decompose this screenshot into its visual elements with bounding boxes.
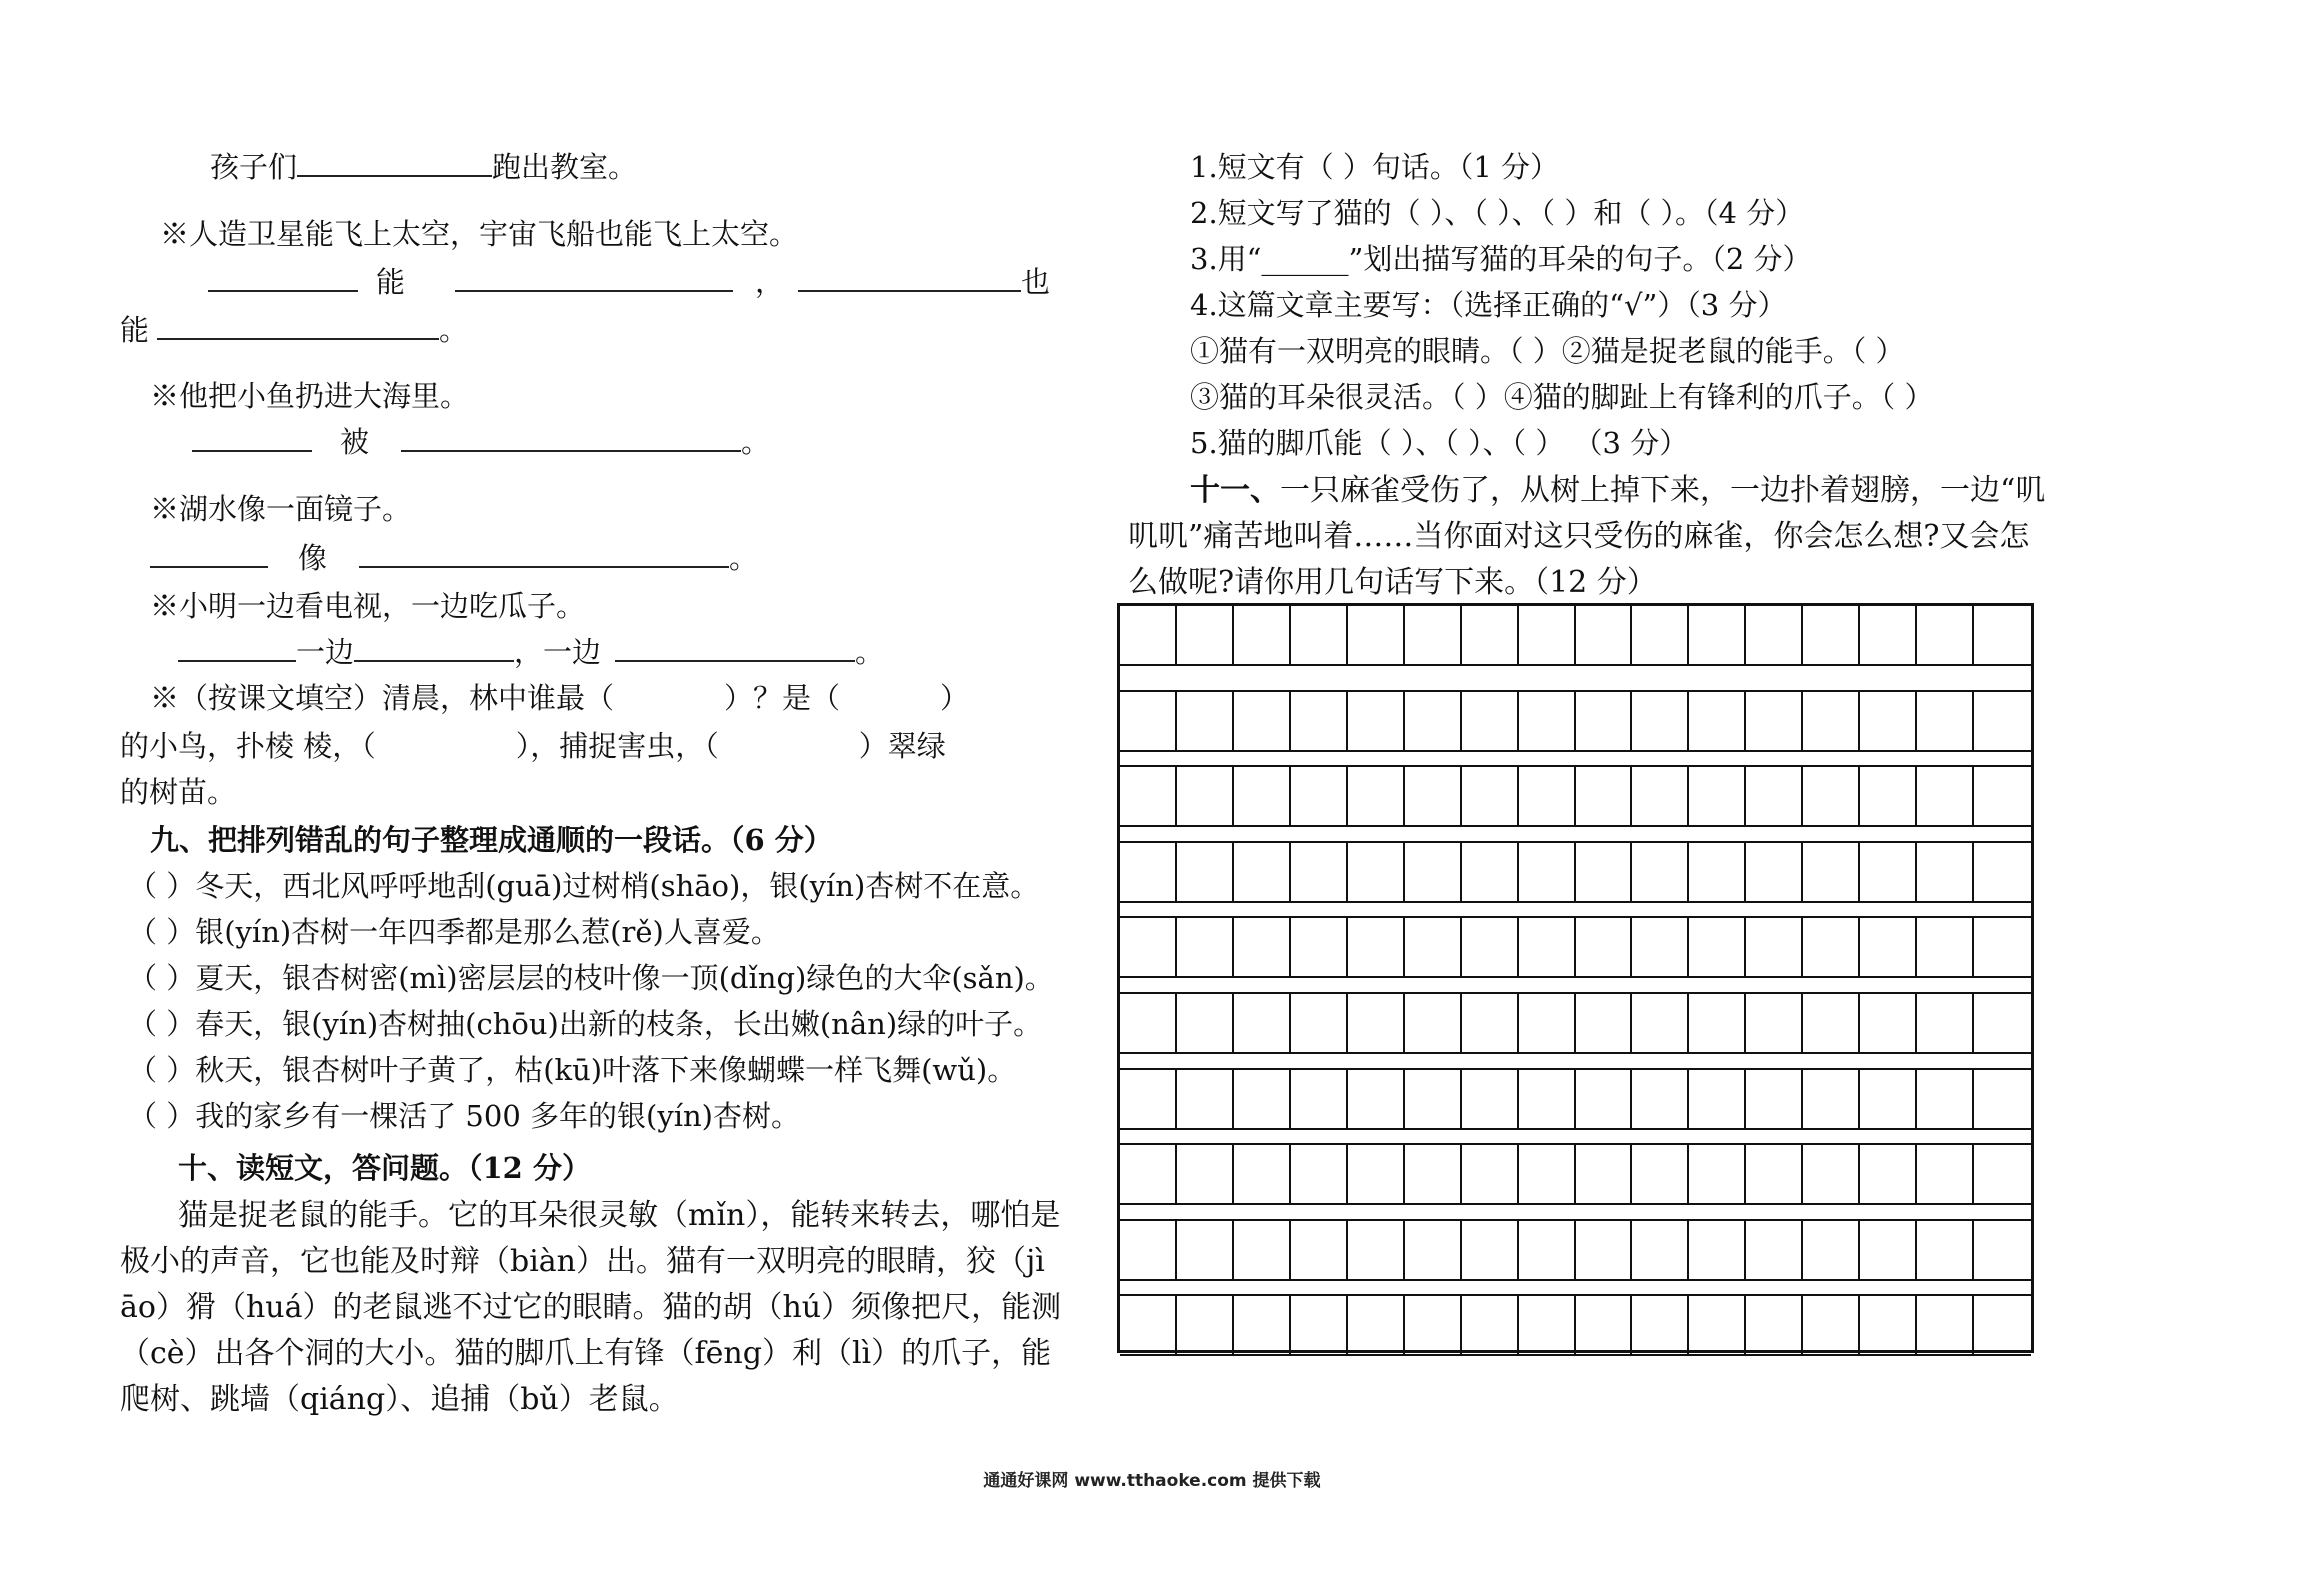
grid-cell[interactable]	[1803, 843, 1860, 901]
line-4	[120, 308, 468, 352]
grid-cell[interactable]	[1632, 692, 1689, 750]
grid-cell[interactable]	[1803, 1221, 1860, 1279]
grid-cell[interactable]	[1177, 1070, 1234, 1128]
grid-cell[interactable]	[1405, 994, 1462, 1052]
grid-cell[interactable]	[1348, 767, 1405, 825]
answer-blank[interactable]	[455, 260, 733, 292]
grid-cell[interactable]	[1803, 918, 1860, 976]
writing-grid[interactable]	[1117, 603, 2034, 1353]
text: 。	[741, 425, 771, 459]
line-9: ※小明一边看电视，一边吃瓜子。	[150, 589, 586, 623]
grid-cell[interactable]	[1405, 843, 1462, 901]
grid-cell[interactable]	[1689, 1145, 1746, 1203]
grid-cell[interactable]	[1177, 843, 1234, 901]
grid-cell[interactable]	[1576, 1145, 1633, 1203]
passage-line-5: 爬树、跳墙（qiáng）、追捕（bǔ）老鼠。	[120, 1382, 679, 1417]
grid-cell[interactable]	[1234, 1296, 1291, 1354]
passage-line-3: āo）猾（huá）的老鼠逃不过它的眼睛。猫的胡（hú）须像把尺，能测	[120, 1290, 1062, 1325]
grid-cell[interactable]	[1120, 692, 1177, 750]
text: 也	[1021, 265, 1051, 299]
text: 能	[120, 313, 150, 347]
line-5: ※他把小鱼扔进大海里。	[150, 379, 470, 413]
grid-cell[interactable]	[1632, 1070, 1689, 1128]
grid-cell[interactable]	[1974, 1296, 2031, 1354]
grid-cell[interactable]	[1917, 767, 1974, 825]
grid-cell[interactable]	[1689, 1221, 1746, 1279]
grid-cell[interactable]	[1746, 692, 1803, 750]
text: 。	[729, 541, 759, 575]
text: ）翠绿	[858, 729, 946, 763]
grid-row	[1120, 1219, 2031, 1281]
answer-blank[interactable]	[178, 630, 296, 662]
grid-cell[interactable]	[1120, 1296, 1177, 1354]
grid-cell[interactable]	[1234, 1221, 1291, 1279]
text: 跑出教室。	[492, 150, 638, 184]
grid-cell[interactable]	[1860, 692, 1917, 750]
grid-cell[interactable]	[1689, 843, 1746, 901]
line-11	[150, 676, 969, 720]
text: ）？是（	[724, 681, 841, 715]
grid-cell[interactable]	[1291, 606, 1348, 664]
grid-cell[interactable]	[1689, 692, 1746, 750]
text: 。	[439, 313, 469, 347]
grid-cell[interactable]	[1632, 843, 1689, 901]
question-4-options-a: ①猫有一双明亮的眼睛。（ ）②猫是捉老鼠的能手。（ ）	[1190, 334, 1905, 368]
grid-cell[interactable]	[1519, 767, 1576, 825]
question-5: 5.猫的脚爪能（ ）、（ ）、（ ） （3 分）	[1190, 426, 1689, 460]
grid-cell[interactable]	[1632, 767, 1689, 825]
grid-cell[interactable]	[1234, 918, 1291, 976]
grid-cell[interactable]	[1803, 606, 1860, 664]
grid-cell[interactable]	[1860, 994, 1917, 1052]
s9-item-2: （ ）银(yín)杏树一年四季都是那么惹(rě)人喜爱。	[128, 915, 780, 949]
section-11-line-3: 么做呢?请你用几句话写下来。（12 分）	[1128, 565, 1657, 600]
question-4-options-b: ③猫的耳朵很灵活。（ ）④猫的脚趾上有锋利的爪子。（ ）	[1190, 380, 1934, 414]
grid-cell[interactable]	[1348, 1070, 1405, 1128]
grid-cell[interactable]	[1917, 692, 1974, 750]
line-13: 的树苗。	[120, 775, 237, 809]
text: ，	[755, 265, 785, 299]
grid-cell[interactable]	[1462, 1070, 1519, 1128]
grid-row	[1120, 765, 2031, 827]
grid-cell[interactable]	[1120, 1070, 1177, 1128]
grid-cell[interactable]	[1974, 994, 2031, 1052]
grid-cell[interactable]	[1519, 843, 1576, 901]
section-11-line-1	[1190, 469, 2045, 513]
grid-cell[interactable]	[1177, 692, 1234, 750]
text: ），捕捉害虫，（	[515, 729, 719, 763]
grid-cell[interactable]	[1177, 606, 1234, 664]
grid-cell[interactable]	[1689, 1296, 1746, 1354]
grid-cell[interactable]	[1632, 606, 1689, 664]
line-8	[150, 536, 758, 580]
line-1	[210, 145, 637, 189]
grid-cell[interactable]	[1348, 1221, 1405, 1279]
grid-cell[interactable]	[1348, 692, 1405, 750]
grid-cell[interactable]	[1462, 606, 1519, 664]
grid-cell[interactable]	[1860, 1296, 1917, 1354]
grid-cell[interactable]	[1348, 1145, 1405, 1203]
question-1: 1.短文有（ ）句话。（1 分）	[1190, 150, 1560, 184]
grid-cell[interactable]	[1576, 994, 1633, 1052]
grid-cell[interactable]	[1576, 918, 1633, 976]
grid-cell[interactable]	[1632, 1296, 1689, 1354]
grid-cell[interactable]	[1917, 1070, 1974, 1128]
line-10	[178, 630, 884, 674]
section-11-line-2: 叽叽”痛苦地叫着……当你面对这只受伤的麻雀，你会怎么想?又会怎	[1128, 519, 2030, 554]
grid-cell[interactable]	[1120, 843, 1177, 901]
grid-cell[interactable]	[1974, 767, 2031, 825]
grid-cell[interactable]	[1519, 918, 1576, 976]
question-3: 3.用“______”划出描写猫的耳朵的句子。（2 分）	[1190, 242, 1812, 276]
grid-cell[interactable]	[1120, 1145, 1177, 1203]
text: 孩子们	[210, 150, 298, 184]
grid-cell[interactable]	[1519, 1221, 1576, 1279]
grid-cell[interactable]	[1917, 606, 1974, 664]
grid-row	[1120, 1294, 2031, 1356]
text: 像	[298, 541, 328, 575]
grid-cell[interactable]	[1177, 767, 1234, 825]
line-7: ※湖水像一面镜子。	[150, 492, 412, 526]
text: 能	[376, 265, 406, 299]
grid-cell[interactable]	[1689, 994, 1746, 1052]
grid-row	[1120, 690, 2031, 752]
text: 的小鸟，扑棱 棱，（	[120, 729, 376, 763]
grid-cell[interactable]	[1860, 1070, 1917, 1128]
section-10-title: 十、读短文，答问题。（12 分）	[178, 1151, 591, 1185]
grid-cell[interactable]	[1746, 1145, 1803, 1203]
grid-cell[interactable]	[1632, 918, 1689, 976]
grid-cell[interactable]	[1291, 692, 1348, 750]
grid-cell[interactable]	[1462, 918, 1519, 976]
s9-item-3: （ ）夏天，银杏树密(mì)密层层的枝叶像一顶(dǐng)绿色的大伞(sǎn)。	[128, 961, 1054, 995]
grid-cell[interactable]	[1234, 1070, 1291, 1128]
answer-blank[interactable]	[150, 536, 268, 568]
passage-line-1: 猫是捉老鼠的能手。它的耳朵很灵敏（mǐn），能转来转去，哪怕是	[178, 1198, 1061, 1233]
grid-cell[interactable]	[1632, 994, 1689, 1052]
grid-cell[interactable]	[1917, 918, 1974, 976]
grid-cell[interactable]	[1576, 1070, 1633, 1128]
grid-cell[interactable]	[1120, 1221, 1177, 1279]
grid-cell[interactable]	[1860, 767, 1917, 825]
grid-cell[interactable]	[1405, 692, 1462, 750]
grid-cell[interactable]	[1632, 1221, 1689, 1279]
grid-cell[interactable]	[1291, 1070, 1348, 1128]
grid-cell[interactable]	[1291, 843, 1348, 901]
grid-cell[interactable]	[1120, 918, 1177, 976]
grid-cell[interactable]	[1462, 1145, 1519, 1203]
grid-cell[interactable]	[1234, 843, 1291, 901]
grid-cell[interactable]	[1860, 1221, 1917, 1279]
grid-cell[interactable]	[1746, 994, 1803, 1052]
grid-cell[interactable]	[1519, 606, 1576, 664]
grid-cell[interactable]	[1746, 1070, 1803, 1128]
grid-cell[interactable]	[1120, 767, 1177, 825]
answer-blank[interactable]	[208, 260, 358, 292]
line-3	[208, 260, 1050, 304]
grid-cell[interactable]	[1405, 1145, 1462, 1203]
grid-cell[interactable]	[1917, 843, 1974, 901]
text: 一只麻雀受伤了，从树上掉下来，一边扑着翅膀，一边“叽	[1280, 473, 2046, 508]
grid-cell[interactable]	[1348, 1296, 1405, 1354]
answer-blank[interactable]	[157, 308, 439, 340]
text: ※（按课文填空）清晨，林中谁最（	[150, 681, 615, 715]
grid-cell[interactable]	[1519, 1145, 1576, 1203]
grid-cell[interactable]	[1291, 767, 1348, 825]
grid-cell[interactable]	[1632, 1145, 1689, 1203]
grid-cell[interactable]	[1803, 1296, 1860, 1354]
grid-cell[interactable]	[1405, 606, 1462, 664]
answer-blank[interactable]	[354, 630, 514, 662]
grid-cell[interactable]	[1860, 606, 1917, 664]
grid-cell[interactable]	[1462, 843, 1519, 901]
grid-cell[interactable]	[1917, 994, 1974, 1052]
grid-cell[interactable]	[1291, 994, 1348, 1052]
grid-cell[interactable]	[1576, 1221, 1633, 1279]
s9-item-4: （ ）春天，银(yín)杏树抽(chōu)出新的枝条，长出嫩(nân)绿的叶子。	[128, 1007, 1043, 1041]
grid-cell[interactable]	[1576, 843, 1633, 901]
grid-cell[interactable]	[1974, 1070, 2031, 1128]
grid-cell[interactable]	[1405, 1070, 1462, 1128]
grid-cell[interactable]	[1689, 918, 1746, 976]
grid-cell[interactable]	[1291, 1296, 1348, 1354]
line-2: ※人造卫星能飞上太空，宇宙飞船也能飞上太空。	[160, 217, 799, 251]
grid-cell[interactable]	[1348, 918, 1405, 976]
grid-cell[interactable]	[1120, 994, 1177, 1052]
grid-cell[interactable]	[1917, 1145, 1974, 1203]
s9-item-1: （ ）冬天，西北风呼呼地刮(guā)过树梢(shāo)，银(yín)杏树不在意。	[128, 869, 1040, 903]
grid-cell[interactable]	[1462, 692, 1519, 750]
grid-cell[interactable]	[1234, 1145, 1291, 1203]
grid-cell[interactable]	[1519, 994, 1576, 1052]
answer-blank[interactable]	[192, 420, 312, 452]
section-11-title: 十一、	[1190, 473, 1280, 508]
grid-cell[interactable]	[1746, 1221, 1803, 1279]
grid-cell[interactable]	[1405, 767, 1462, 825]
question-2: 2.短文写了猫的（ ）、（ ）、（ ）和（ ）。（4 分）	[1190, 196, 1805, 230]
grid-cell[interactable]	[1234, 994, 1291, 1052]
grid-cell[interactable]	[1291, 918, 1348, 976]
grid-cell[interactable]	[1746, 606, 1803, 664]
grid-cell[interactable]	[1576, 606, 1633, 664]
passage-line-4: （cè）出各个洞的大小。猫的脚爪上有锋（fēng）利（lì）的爪子，能	[120, 1336, 1052, 1371]
grid-cell[interactable]	[1974, 1145, 2031, 1203]
grid-cell[interactable]	[1974, 1221, 2031, 1279]
question-4: 4.这篇文章主要写：（选择正确的“√”）（3 分）	[1190, 288, 1787, 322]
grid-cell[interactable]	[1746, 1296, 1803, 1354]
passage-line-2: 极小的声音，它也能及时辩（biàn）出。猫有一双明亮的眼睛，狡（jì	[120, 1244, 1045, 1279]
answer-blank[interactable]	[798, 260, 1021, 292]
grid-cell[interactable]	[1803, 692, 1860, 750]
grid-cell[interactable]	[1291, 1221, 1348, 1279]
section-9-title: 九、把排列错乱的句子整理成通顺的一段话。（6 分）	[150, 823, 833, 857]
grid-cell[interactable]	[1689, 1070, 1746, 1128]
grid-row	[1120, 841, 2031, 903]
grid-cell[interactable]	[1746, 767, 1803, 825]
grid-cell[interactable]	[1348, 606, 1405, 664]
grid-cell[interactable]	[1519, 1070, 1576, 1128]
grid-cell[interactable]	[1746, 918, 1803, 976]
grid-cell[interactable]	[1974, 606, 2031, 664]
text: ，一边	[514, 635, 602, 669]
grid-cell[interactable]	[1746, 843, 1803, 901]
grid-cell[interactable]	[1177, 994, 1234, 1052]
grid-row	[1120, 1143, 2031, 1205]
line-12	[120, 724, 946, 768]
grid-cell[interactable]	[1291, 1145, 1348, 1203]
grid-cell[interactable]	[1917, 1221, 1974, 1279]
grid-cell[interactable]	[1405, 1296, 1462, 1354]
grid-cell[interactable]	[1348, 843, 1405, 901]
grid-cell[interactable]	[1234, 692, 1291, 750]
grid-row	[1120, 1068, 2031, 1130]
grid-cell[interactable]	[1120, 606, 1177, 664]
grid-cell[interactable]	[1405, 1221, 1462, 1279]
grid-cell[interactable]	[1803, 767, 1860, 825]
grid-cell[interactable]	[1519, 1296, 1576, 1354]
grid-cell[interactable]	[1860, 843, 1917, 901]
grid-cell[interactable]	[1803, 1145, 1860, 1203]
grid-cell[interactable]	[1348, 994, 1405, 1052]
text: 一边	[296, 635, 355, 669]
grid-cell[interactable]	[1917, 1296, 1974, 1354]
answer-blank[interactable]	[359, 536, 729, 568]
grid-cell[interactable]	[1576, 692, 1633, 750]
grid-row	[1120, 992, 2031, 1054]
grid-cell[interactable]	[1234, 767, 1291, 825]
footer-credit: 通通好课网 www.tthaoke.com 提供下载	[983, 1471, 1321, 1491]
grid-cell[interactable]	[1860, 1145, 1917, 1203]
grid-row	[1120, 604, 2031, 666]
grid-cell[interactable]	[1576, 1296, 1633, 1354]
answer-blank[interactable]	[401, 420, 741, 452]
grid-cell[interactable]	[1860, 918, 1917, 976]
grid-cell[interactable]	[1974, 843, 2031, 901]
grid-cell[interactable]	[1177, 1296, 1234, 1354]
grid-cell[interactable]	[1974, 918, 2031, 976]
s9-item-5: （ ）秋天，银杏树叶子黄了，枯(kū)叶落下来像蝴蝶一样飞舞(wǔ)。	[128, 1053, 1017, 1087]
grid-cell[interactable]	[1803, 1070, 1860, 1128]
grid-cell[interactable]	[1519, 692, 1576, 750]
grid-cell[interactable]	[1234, 606, 1291, 664]
grid-cell[interactable]	[1177, 918, 1234, 976]
grid-cell[interactable]	[1689, 767, 1746, 825]
line-6	[192, 420, 770, 464]
grid-cell[interactable]	[1405, 918, 1462, 976]
text: ）	[940, 681, 970, 715]
grid-cell[interactable]	[1462, 994, 1519, 1052]
answer-blank[interactable]	[615, 630, 855, 662]
answer-blank[interactable]	[297, 145, 492, 177]
grid-cell[interactable]	[1462, 1296, 1519, 1354]
text: 。	[855, 635, 885, 669]
grid-cell[interactable]	[1462, 1221, 1519, 1279]
s9-item-6: （ ）我的家乡有一棵活了 500 多年的银(yín)杏树。	[128, 1099, 800, 1133]
grid-row	[1120, 916, 2031, 978]
grid-cell[interactable]	[1689, 606, 1746, 664]
grid-cell[interactable]	[1177, 1221, 1234, 1279]
text: 被	[340, 425, 370, 459]
grid-cell[interactable]	[1576, 767, 1633, 825]
grid-cell[interactable]	[1803, 994, 1860, 1052]
grid-cell[interactable]	[1462, 767, 1519, 825]
grid-cell[interactable]	[1974, 692, 2031, 750]
grid-cell[interactable]	[1177, 1145, 1234, 1203]
